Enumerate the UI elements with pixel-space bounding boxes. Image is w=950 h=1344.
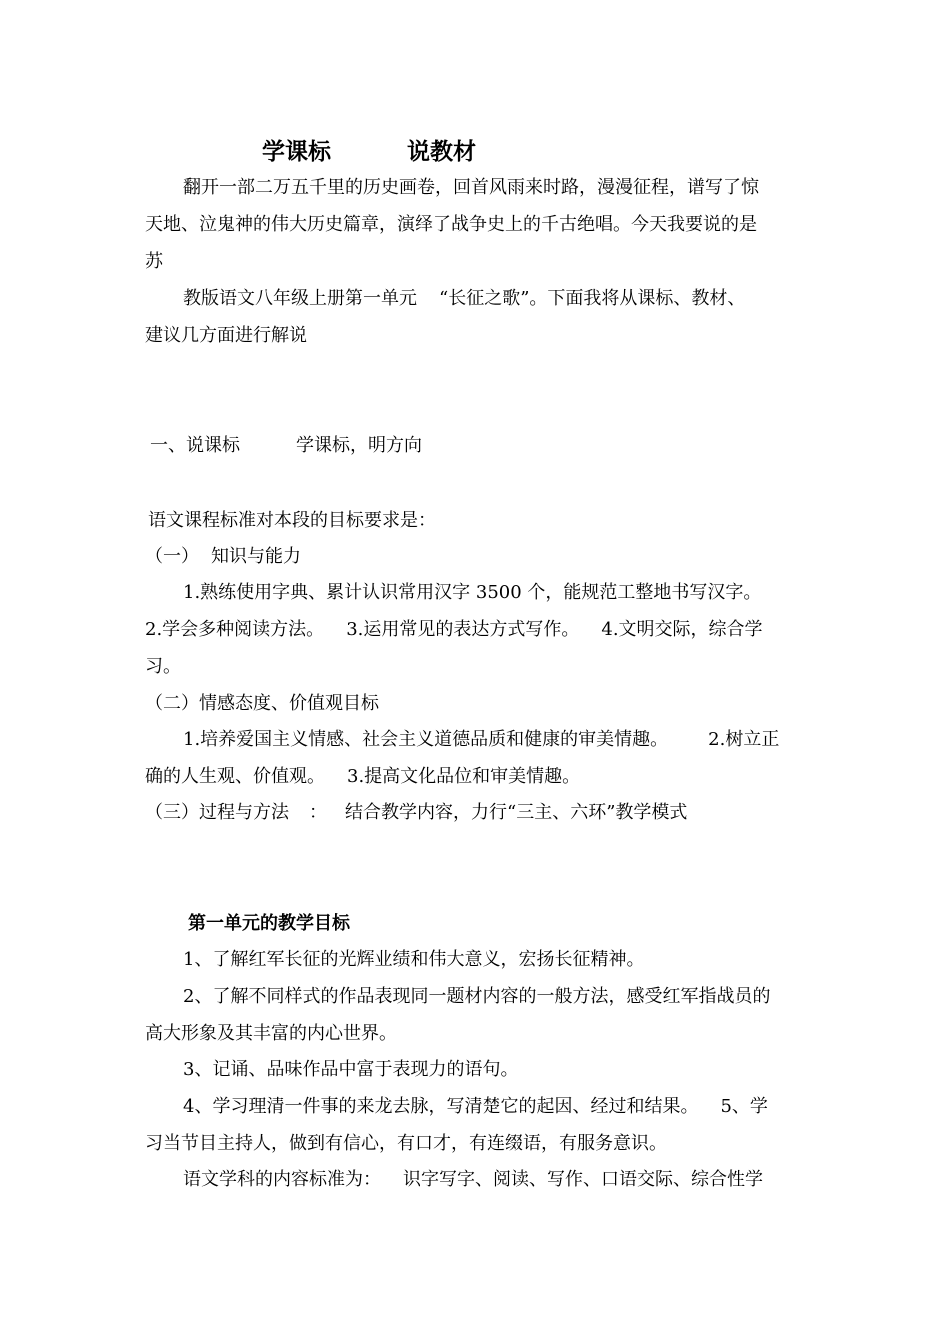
sub1-item-1: 1.熟练使用字典、累计认识常用汉字 3500 个，能规范工整地书写汉字。 <box>183 582 762 603</box>
sub1-item-4b: 习。 <box>145 656 181 677</box>
sub2-item-2b-row <box>145 765 580 789</box>
sub1-item-3: 3.运用常见的表达方式写作。 <box>346 619 580 640</box>
sub2-heading: （二）情感态度、价值观目标 <box>145 693 379 714</box>
sub2-item-1-row <box>183 728 779 752</box>
sub2-item-2a: 2.树立正 <box>708 729 780 750</box>
document-title <box>262 138 476 166</box>
goal-2a: 2、了解不同样式的作品表现同一题材内容的一般方法，感受红军指战员的 <box>183 986 771 1007</box>
title-left: 学课标 <box>262 138 331 165</box>
sub1-label: （一） <box>145 546 199 567</box>
goal-5b: 习当节目主持人，做到有信心，有口才，有连缀语，有服务意识。 <box>145 1133 667 1154</box>
section1-heading-a: 一、说课标 <box>150 435 240 456</box>
goal-4-row <box>183 1095 768 1119</box>
intro-line-4a: 教版语文八年级上册第一单元 <box>183 288 417 309</box>
goal-2b: 高大形象及其丰富的内心世界。 <box>145 1023 397 1044</box>
content-label: 语文学科的内容标准为： <box>183 1169 381 1190</box>
intro-line-4 <box>183 287 745 311</box>
sub1-item-4a: 4.文明交际，综合学 <box>601 619 763 640</box>
content-standard-row <box>183 1168 763 1192</box>
sub2-item-1: 1.培养爱国主义情感、社会主义道德品质和健康的审美情趣。 <box>183 729 669 750</box>
goal-5a: 5、学 <box>720 1096 768 1117</box>
goal-3: 3、记诵、品味作品中富于表现力的语句。 <box>183 1059 519 1080</box>
sub2-item-3: 3.提高文化品位和审美情趣。 <box>347 766 581 787</box>
goal-4: 4、学习理清一件事的来龙去脉，写清楚它的起因、经过和结果。 <box>183 1096 699 1117</box>
intro-line-1: 翻开一部二万五千里的历史画卷，回首风雨来时路，漫漫征程，谱写了惊 <box>183 177 759 198</box>
section2-heading: 第一单元的教学目标 <box>188 913 350 934</box>
intro-line-4b: “长征之歌”。下面我将从课标、教材、 <box>439 288 746 309</box>
goal-1: 1、了解红军长征的光辉业绩和伟大意义，宏扬长征精神。 <box>183 949 645 970</box>
sub1-title: 知识与能力 <box>211 546 301 567</box>
sub3-text: 结合教学内容，力行“三主、六环”教学模式 <box>345 802 688 823</box>
content-text: 识字写字、阅读、写作、口语交际、综合性学 <box>403 1169 763 1190</box>
intro-line-2: 天地、泣鬼神的伟大历史篇章，演绎了战争史上的千古绝唱。今天我要说的是 <box>145 214 757 235</box>
title-right: 说教材 <box>407 138 476 165</box>
sub3-row <box>145 801 687 825</box>
sub1-heading <box>145 545 301 569</box>
sub2-item-2b: 确的人生观、价值观。 <box>145 766 325 787</box>
intro-line-3: 苏 <box>145 251 163 272</box>
sub3-colon: ： <box>309 802 327 823</box>
section1-heading <box>150 434 422 458</box>
section1-intro: 语文课程标准对本段的目标要求是： <box>148 510 436 531</box>
sub1-item-2: 2.学会多种阅读方法。 <box>145 619 325 640</box>
sub3-title: （三）过程与方法 <box>145 802 289 823</box>
sub1-items-row <box>145 618 763 642</box>
section1-heading-b: 学课标，明方向 <box>296 435 422 456</box>
intro-line-5: 建议几方面进行解说 <box>145 325 307 346</box>
